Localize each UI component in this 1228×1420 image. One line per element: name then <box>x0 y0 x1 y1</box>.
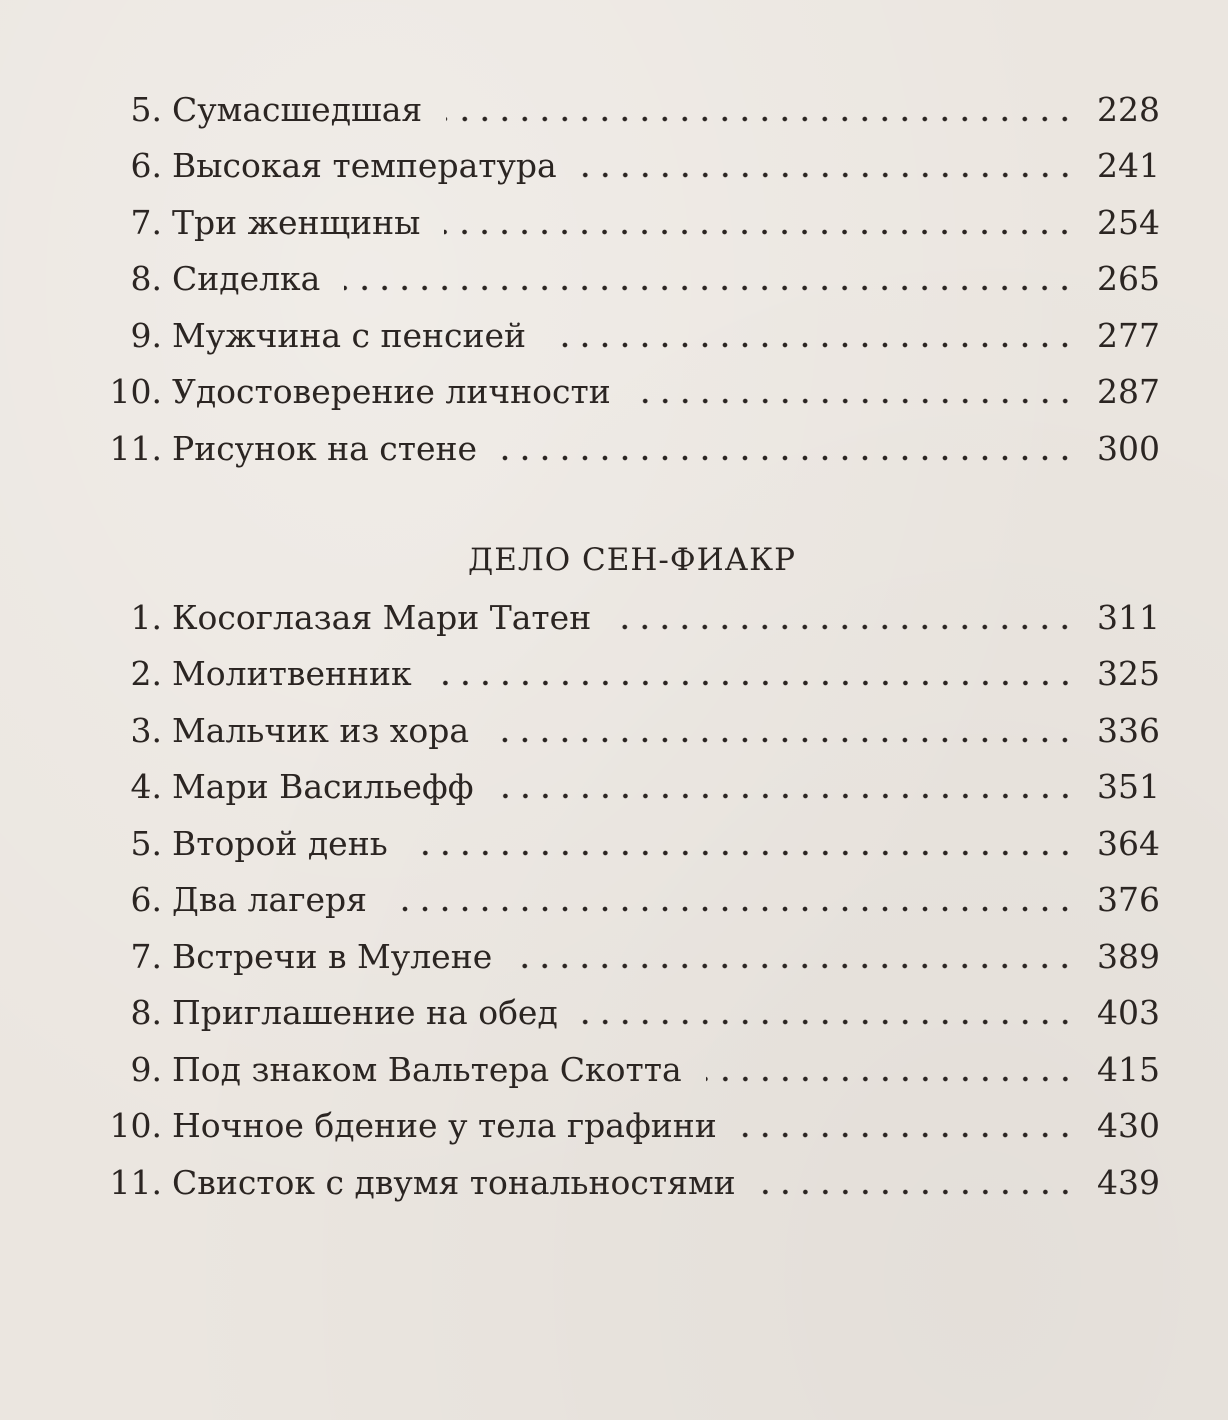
toc-entry-page: 415 <box>1097 1050 1160 1089</box>
toc-entry <box>104 1104 1160 1148</box>
dot-leader <box>444 229 1075 235</box>
toc-entry <box>104 1048 1160 1092</box>
dot-leader <box>760 1189 1075 1195</box>
dot-leader <box>446 116 1075 122</box>
toc-entry-page: 364 <box>1097 824 1160 863</box>
toc-entry-title: Высокая температура <box>172 146 557 185</box>
toc-entry-page: 277 <box>1097 316 1160 355</box>
toc-entry-title: Рисунок на стене <box>172 429 478 468</box>
toc-entry-number: 4. <box>130 767 162 806</box>
toc-entry <box>104 257 1160 301</box>
toc-entry-number: 10. <box>109 372 162 411</box>
toc-entry <box>104 370 1160 414</box>
toc-entry-number: 3. <box>130 711 162 750</box>
toc-entry-number: 8. <box>130 259 162 298</box>
section-heading: ДЕЛО СЕН-ФИАКР <box>468 542 796 578</box>
toc-entry-number: 5. <box>130 90 162 129</box>
toc-entry <box>104 144 1160 188</box>
toc-entry-number: 1. <box>130 598 162 637</box>
toc-entry-number: 7. <box>130 937 162 976</box>
toc-entry-title: Мари Васильефф <box>172 767 474 806</box>
toc-entry <box>104 88 1160 132</box>
toc-entry-number: 8. <box>130 993 162 1032</box>
dot-leader <box>344 285 1075 291</box>
toc-entry-title: Три женщины <box>172 203 421 242</box>
toc-entry-number: 11. <box>109 1163 162 1202</box>
dot-leader <box>581 172 1075 178</box>
toc-entry-page: 376 <box>1097 880 1160 919</box>
dot-leader <box>391 906 1075 912</box>
toc-entry-page: 241 <box>1097 146 1160 185</box>
toc-entry <box>104 1161 1160 1205</box>
toc-entry-number: 2. <box>130 654 162 693</box>
toc-entry <box>104 427 1160 471</box>
toc-entry <box>104 822 1160 866</box>
dot-leader <box>501 455 1075 461</box>
toc-entry-title: Второй день <box>172 824 388 863</box>
toc-entry-title: Сиделка <box>172 259 321 298</box>
toc-entry-number: 7. <box>130 203 162 242</box>
toc-entry-page: 430 <box>1097 1106 1160 1145</box>
toc-entry-title: Приглашение на обед <box>172 993 558 1032</box>
toc-entry-page: 389 <box>1097 937 1160 976</box>
toc-entry-page: 439 <box>1097 1163 1160 1202</box>
toc-entry-page: 336 <box>1097 711 1160 750</box>
toc-entry-page: 325 <box>1097 654 1160 693</box>
dot-leader <box>582 1019 1075 1025</box>
toc-entry-title: Ночное бдение у тела графини <box>172 1106 717 1145</box>
toc-entry-title: Свисток с двумя тональностями <box>172 1163 736 1202</box>
dot-leader <box>436 680 1075 686</box>
toc-entry-title: Два лагеря <box>172 880 367 919</box>
toc-entry-page: 300 <box>1097 429 1160 468</box>
dot-leader <box>741 1132 1075 1138</box>
toc-entry-page: 403 <box>1097 993 1160 1032</box>
dot-leader <box>615 624 1075 630</box>
toc-entry-title: Под знаком Вальтера Скотта <box>172 1050 682 1089</box>
toc-entry-title: Молитвенник <box>172 654 412 693</box>
toc-entry <box>104 878 1160 922</box>
toc-entry-page: 287 <box>1097 372 1160 411</box>
dot-leader <box>550 342 1075 348</box>
toc-entry-number: 9. <box>130 316 162 355</box>
dot-leader <box>516 963 1075 969</box>
toc-entry-number: 11. <box>109 429 162 468</box>
toc-entry-number: 9. <box>130 1050 162 1089</box>
toc-entry-number: 6. <box>130 880 162 919</box>
toc-entry-number: 10. <box>109 1106 162 1145</box>
dot-leader <box>493 737 1075 743</box>
toc-entry-title: Сумасшедшая <box>172 90 423 129</box>
toc-entry-title: Косоглазая Мари Татен <box>172 598 592 637</box>
toc-entry <box>104 991 1160 1035</box>
toc-entry-page: 311 <box>1097 598 1160 637</box>
toc-entry-title: Удостоверение личности <box>172 372 611 411</box>
toc-entry-page: 351 <box>1097 767 1160 806</box>
toc-entry-page: 265 <box>1097 259 1160 298</box>
toc-entry <box>104 765 1160 809</box>
toc-entry-title: Встречи в Мулене <box>172 937 493 976</box>
toc-entry-number: 5. <box>130 824 162 863</box>
dot-leader <box>498 793 1075 799</box>
toc-entry-number: 6. <box>130 146 162 185</box>
toc-entry-page: 228 <box>1097 90 1160 129</box>
toc-entry <box>104 709 1160 753</box>
toc-entry <box>104 652 1160 696</box>
toc-entry <box>104 201 1160 245</box>
toc-entry <box>104 935 1160 979</box>
dot-leader <box>706 1076 1075 1082</box>
dot-leader <box>635 398 1075 404</box>
toc-entry-title: Мужчина с пенсией <box>172 316 527 355</box>
toc-entry <box>104 314 1160 358</box>
toc-entry <box>104 596 1160 640</box>
dot-leader <box>412 850 1075 856</box>
toc-entry-page: 254 <box>1097 203 1160 242</box>
toc-entry-title: Мальчик из хора <box>172 711 470 750</box>
